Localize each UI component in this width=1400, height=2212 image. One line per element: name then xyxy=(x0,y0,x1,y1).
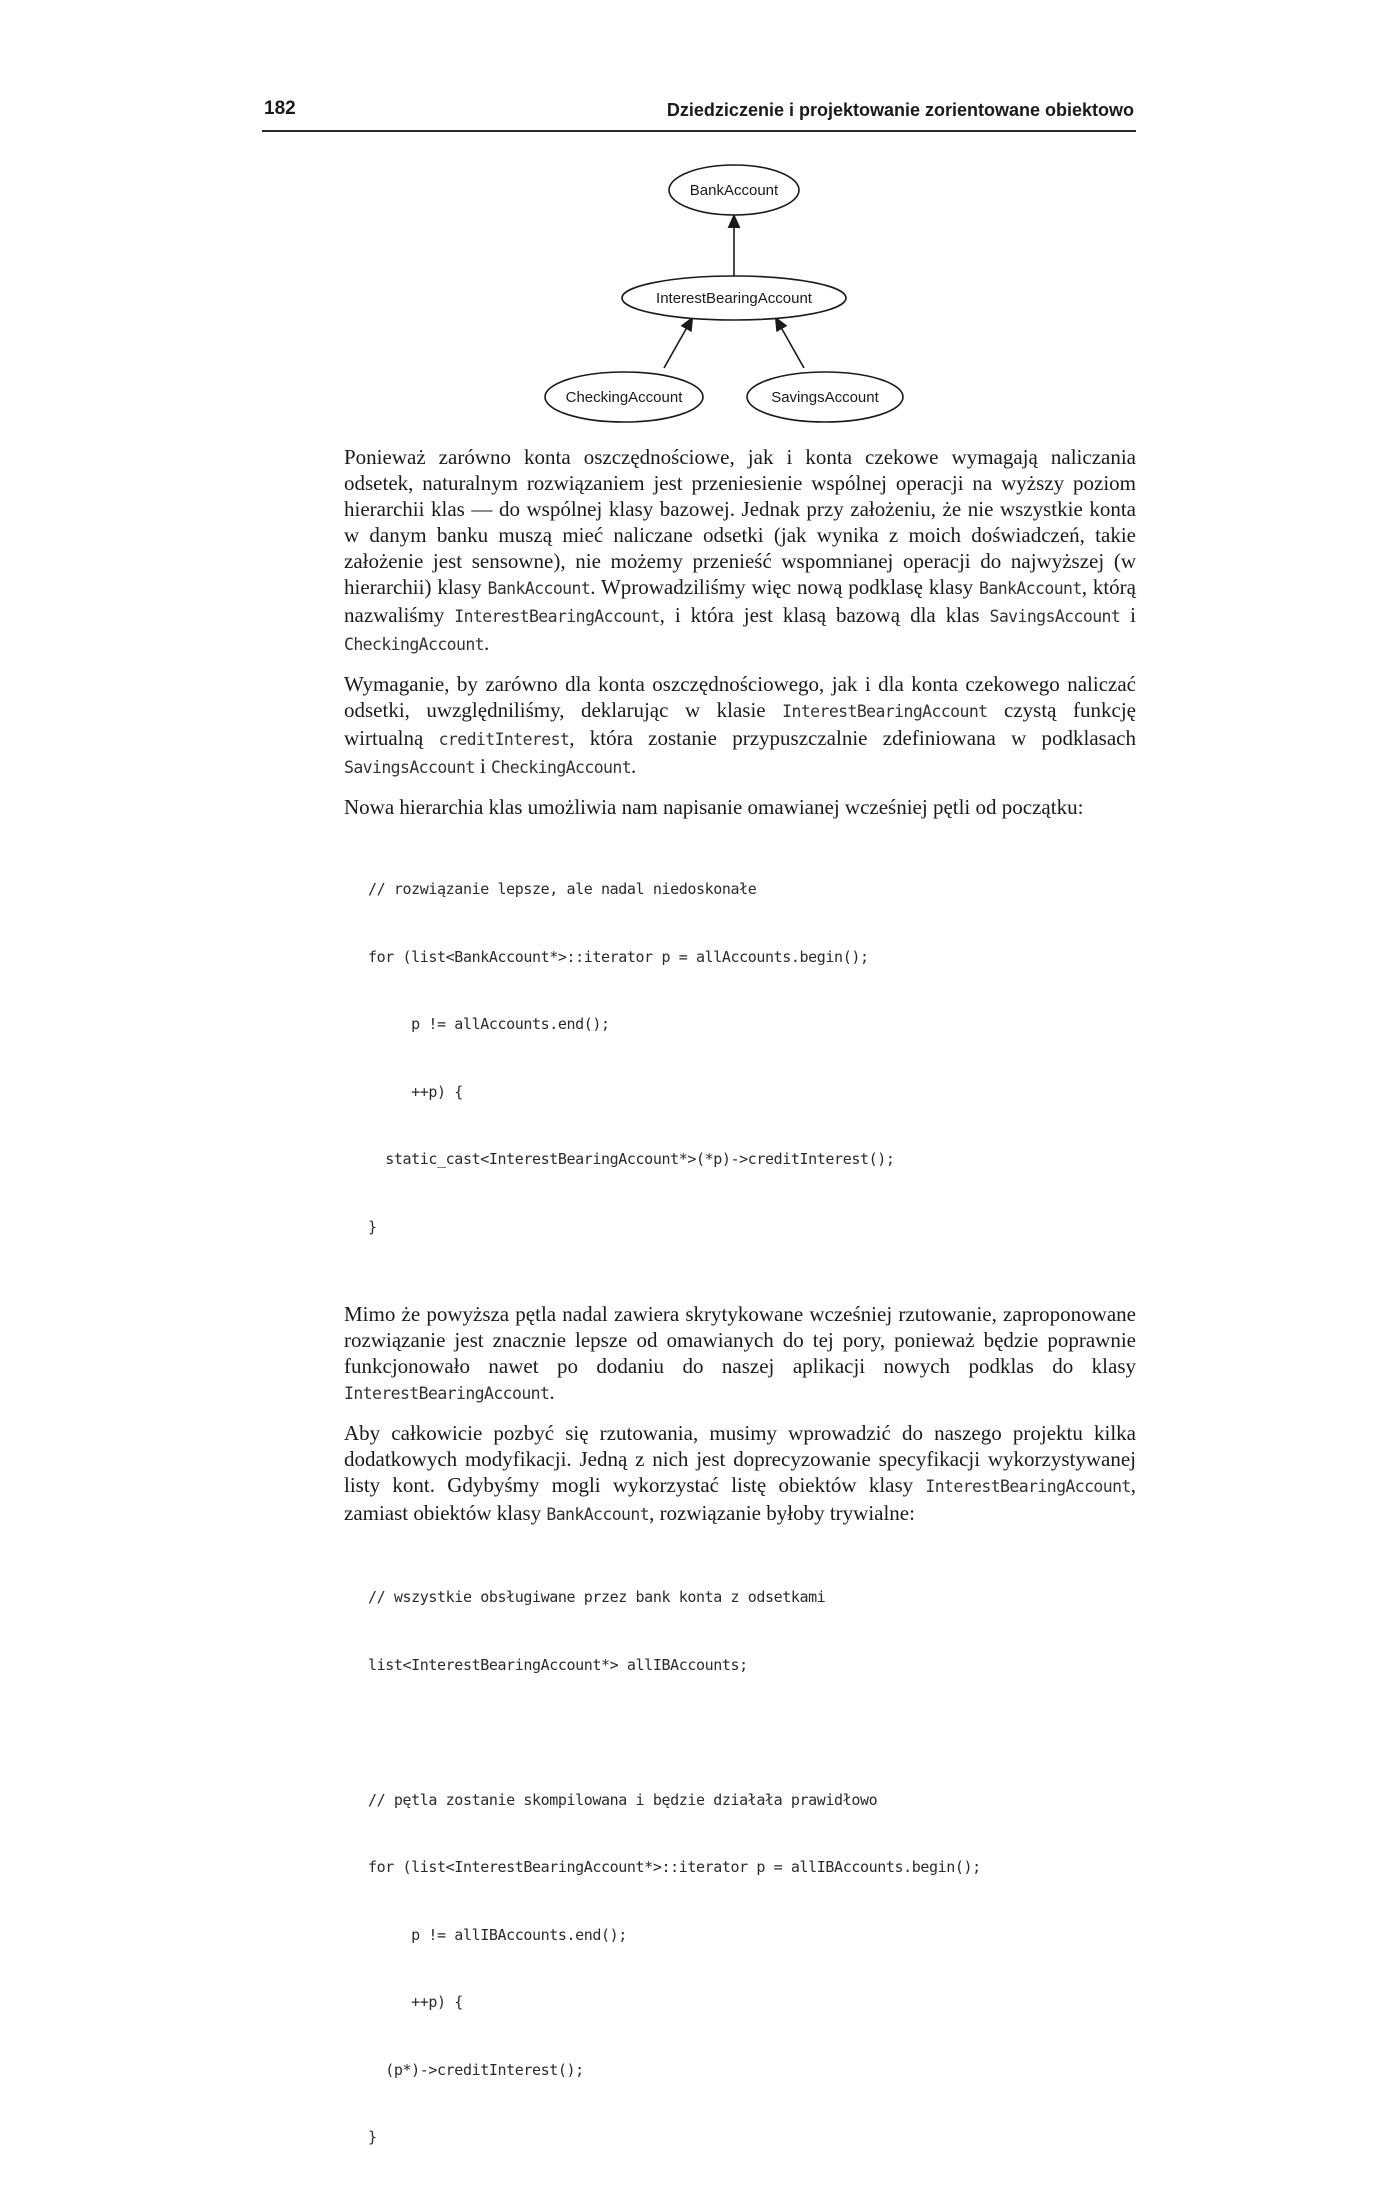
page-content xyxy=(344,444,1136,2212)
text-run: . xyxy=(631,754,637,778)
code-line: // wszystkie obsługiwane przez bank konta z odsetkami xyxy=(368,1588,826,1606)
code-line: (p*)->creditInterest(); xyxy=(368,2060,584,2079)
text-run: , rozwiązanie byłoby trywialne: xyxy=(649,1501,915,1525)
paragraph-1 xyxy=(344,444,1136,658)
code-identifier: BankAccount xyxy=(979,579,1082,598)
code-identifier: SavingsAccount xyxy=(989,607,1121,626)
class-hierarchy-diagram xyxy=(540,162,920,430)
text-run: Wymaganie, by zarówno dla konta oszczędnościowego, jak i dla konta czekowego naliczać odsetki, uwzględniliśmy, deklarując w klasie xyxy=(344,672,1136,722)
code-identifier: CheckingAccount xyxy=(491,758,632,777)
text-run: Ponieważ zarówno konta oszczędnościowe, jak i konta czekowe wymagają naliczania odsetek, naturalnym rozwiązaniem jest przeniesienie wspólnej operacji na wyższy poziom hierarchii klas — do wspólnej klasy bazowej. Jednak przy założeniu, że nie wszystkie konta w danym banku muszą mieć naliczane odsetki (jak wynika z moich doświadczeń, takie założenie jest sensowne), nie możemy przenieść wspomnianej operacji do najwyższej (w hierarchii) klasy xyxy=(344,445,1136,599)
node-checking-label: CheckingAccount xyxy=(565,389,683,406)
text-run: , którą nazwaliśmy xyxy=(344,575,1136,627)
node-checking-account xyxy=(545,372,703,422)
code-line: // pętla zostanie skompilowana i będzie działała prawidłowo xyxy=(368,1790,878,1809)
paragraph-5 xyxy=(344,1420,1136,1528)
text-run: , i która jest klasą bazową dla klas xyxy=(659,603,990,627)
code-line: ++p) { xyxy=(368,1082,463,1101)
text-run: , która zostanie przypuszczalnie zdefiniowana w podklasach xyxy=(569,726,1136,750)
node-interest-bearing-account xyxy=(622,276,846,320)
code-identifier: InterestBearingAccount xyxy=(782,702,988,721)
code-identifier: SavingsAccount xyxy=(344,758,475,777)
node-savings-label: SavingsAccount xyxy=(771,389,879,406)
code-line: static_cast<InterestBearingAccount*>(*p)->creditInterest(); xyxy=(368,1150,895,1168)
code-line: p != allIBAccounts.end(); xyxy=(368,1925,627,1944)
paragraph-3: Nowa hierarchia klas umożliwia nam napisanie omawianej wcześniej pętli od początku: xyxy=(344,795,1084,819)
edge-checking-to-interest xyxy=(664,322,690,368)
code-identifier: BankAccount xyxy=(546,1505,650,1524)
code-identifier: BankAccount xyxy=(487,579,591,598)
code-identifier: CheckingAccount xyxy=(344,635,485,654)
code-line: ++p) { xyxy=(368,1993,463,2011)
paragraph-2 xyxy=(344,671,1136,781)
code-line: // rozwiązanie lepsze, ale nadal niedoskonałe xyxy=(368,880,757,898)
text-run: i xyxy=(474,754,492,778)
text-run: , zamiast obiektów klasy xyxy=(344,1473,1136,1525)
code-block-2 xyxy=(368,1541,1136,2194)
text-run: . xyxy=(549,1380,555,1404)
code-line: } xyxy=(368,2128,377,2146)
node-bank-account-label: BankAccount xyxy=(689,182,779,199)
text-run: Mimo że powyższa pętla nadal zawiera skrytykowane wcześniej rzutowanie, zaproponowane rozwiązanie jest znacznie lepsze od omawianych do tej pory, ponieważ będzie poprawnie funkcjonowało nawet po dodaniu do naszej aplikacji nowych podklas do klasy xyxy=(344,1302,1136,1378)
code-identifier: InterestBearingAccount xyxy=(925,1477,1131,1496)
code-line: for (list<BankAccount*>::iterator p = allAccounts.begin(); xyxy=(368,947,869,966)
node-savings-account xyxy=(747,372,903,422)
page-header xyxy=(262,96,1136,132)
text-run: . Wprowadziliśmy więc nową podklasę klasy xyxy=(590,575,980,599)
text-run: . xyxy=(484,631,490,655)
code-block-1 xyxy=(368,833,1136,1283)
node-bank-account xyxy=(669,165,799,215)
page-number: 182 xyxy=(264,98,296,119)
node-interest-bearing-label: InterestBearingAccount xyxy=(656,290,812,307)
paragraph-4 xyxy=(344,1301,1136,1407)
code-line: for (list<InterestBearingAccount*>::iterator p = allIBAccounts.begin(); xyxy=(368,1858,981,1876)
code-line: list<InterestBearingAccount*> allIBAccounts; xyxy=(368,1655,748,1674)
code-line: } xyxy=(368,1217,377,1236)
code-line: p != allAccounts.end(); xyxy=(368,1015,610,1033)
code-line xyxy=(368,1721,1136,1744)
edge-savings-to-interest xyxy=(778,322,804,368)
text-run: czystą funkcję wirtualną xyxy=(344,698,1136,750)
chapter-title: Dziedziczenie i projektowanie zorientowane obiektowo xyxy=(666,100,1134,120)
text-run: Aby całkowicie pozbyć się rzutowania, musimy wprowadzić do naszego projektu kilka dodatkowych modyfikacji. Jedną z nich jest doprecyzowanie specyfikacji wykorzystywanej listy kont. Gdybyśmy mogli wykorzystać listę obiektów klasy xyxy=(344,1421,1136,1497)
code-identifier: InterestBearingAccount xyxy=(454,607,660,626)
code-identifier: creditInterest xyxy=(438,730,570,749)
text-run: i xyxy=(1120,603,1137,627)
code-identifier: InterestBearingAccount xyxy=(344,1384,550,1403)
